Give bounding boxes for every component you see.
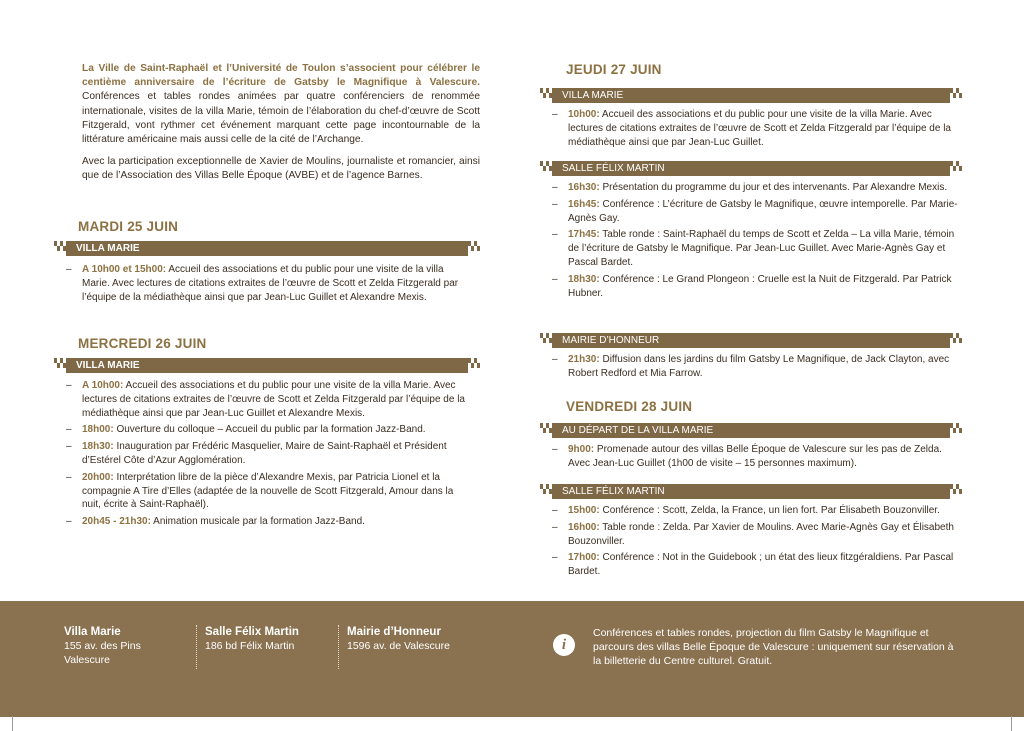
location-mairie-honneur: Mairie d’Honneur 1596 av. de Valescure — [347, 626, 450, 652]
venue-label: VILLA MARIE — [76, 360, 140, 371]
reservation-info: Conférences et tables rondes, projection du film Gatsby le Magnifique et parcours des villas Belle Époque de Valescure : uniquement sur réservation à la billetterie du Centre culturel. Gratuit. — [593, 627, 954, 667]
schedule-jeudi-mairie — [552, 353, 960, 384]
day-title-mercredi: MERCREDI 26 JUIN — [78, 336, 207, 351]
list-item: – 10h00: Accueil des associations et du public pour une visite de la villa Marie. Avec lectures de citations extraites de l’œuvre de Scott et Zelda Fitzgerald par l’équipe de la médiathèque ainsi que par Jean-Luc Guillet. — [552, 108, 960, 149]
venue-bar-jeudi-mairie — [552, 333, 950, 348]
schedule-vendredi-salle — [552, 504, 960, 582]
venue-label: AU DÉPART DE LA VILLA MARIE — [562, 425, 714, 436]
list-item: – 16h30: Présentation du programme du jour et des intervenants. Par Alexandre Mexis. — [552, 181, 960, 195]
list-item: – 16h00: Table ronde : Zelda. Par Xavier de Moulins. Avec Marie-Agnès Gay et Élisabeth Bouzonviller. — [552, 521, 960, 549]
crop-mark — [12, 716, 13, 731]
intro-participation: Avec la participation exceptionnelle de Xavier de Moulins, journaliste et romancier, ainsi que de l’Association des Villas Belle Époque (AVBE) et de l’agence Barnes. — [82, 156, 480, 182]
schedule-vendredi-depart — [552, 443, 960, 474]
list-item: – 18h30: Conférence : Le Grand Plongeon : Cruelle est la Nuit de Fitzgerald. Par Patrick Hubner. — [552, 273, 960, 301]
list-item: – 18h30: Inauguration par Frédéric Masquelier, Maire de Saint-Raphaël et Président d’Estérel Côte d’Azur Agglomération. — [66, 440, 466, 468]
list-item: – 17h45: Table ronde : Saint-Raphaël du temps de Scott et Zelda – La villa Marie, témoin de l’écriture de Gatsby le Magnifique. Par Jean-Luc Guillet. Avec Marie-Agnès Gay et Pascal Bardet. — [552, 228, 960, 269]
venue-label: SALLE FÉLIX MARTIN — [562, 486, 665, 497]
intro-body: Conférences et tables rondes animées par quatre conférenciers de renommée internationale, visites de la villa Marie, témoin de l’élaboration du chef-d’œuvre de Scott Fitzgerald, vont rythmer cet événement marquant cette page incontournable de la littérature américaine mais aussi celle de la cité de l’Archange. — [82, 91, 480, 146]
location-villa-marie: Villa Marie 155 av. des Pins Valescure — [64, 626, 141, 666]
venue-label: VILLA MARIE — [562, 90, 624, 101]
list-item: – 20h00: Interprétation libre de la pièce d’Alexandre Mexis, par Patricia Lionel et la compagnie A Tire d’Elles (adaptée de la nouvelle de Scott Fitzgerald, Amour dans la nuit, écrite à Saint-Raphaël). — [66, 471, 466, 512]
crop-mark — [1011, 716, 1012, 731]
venue-bar-jeudi-villa — [552, 88, 950, 103]
list-item: – 16h45: Conférence : L’écriture de Gatsby le Magnifique, œuvre intemporelle. Par Marie-Agnès Gay. — [552, 198, 960, 226]
venue-bar-mercredi — [66, 358, 468, 373]
schedule-jeudi-salle — [552, 181, 960, 303]
location-salle-felix-martin: Salle Félix Martin 186 bd Félix Martin — [205, 626, 299, 652]
list-item: – 20h45 - 21h30: Animation musicale par la formation Jazz-Band. — [66, 515, 466, 529]
list-item: – A 10h00: Accueil des associations et du public pour une visite de la villa Marie. Avec lectures de citations extraites de l’œuvre de Scott et Zelda Fitzgerald par l’équipe de la médiathèque ainsi que par Jean-Luc Guillet et Alexandre Mexis. — [66, 379, 466, 420]
intro-lead: La Ville de Saint-Raphaël et l’Université de Toulon s’associent pour célébrer le centième anniversaire de l’écriture de Gatsby le Magnifique à Valescure. — [82, 63, 480, 89]
divider — [338, 625, 340, 669]
list-item: – 18h00: Ouverture du colloque – Accueil du public par la formation Jazz-Band. — [66, 423, 466, 437]
list-item: – A 10h00 et 15h00: Accueil des associations et du public pour une visite de la villa Marie. Avec lectures de citations extraites de l’œuvre de Scott et Zelda Fitzgerald par l’équipe de la médiathèque ainsi que par Jean-Luc Guillet et Alexandre Mexis. — [66, 263, 466, 304]
venue-bar-mardi — [66, 241, 468, 256]
day-title-vendredi: VENDREDI 28 JUIN — [566, 399, 693, 414]
schedule-mercredi — [66, 379, 466, 532]
venue-label: VILLA MARIE — [76, 243, 140, 254]
venue-bar-vendredi-depart — [552, 423, 950, 438]
venue-label: SALLE FÉLIX MARTIN — [562, 163, 665, 174]
list-item: – 9h00: Promenade autour des villas Belle Époque de Valescure sur les pas de Zelda. Avec Jean-Luc Guillet (1h00 de visite – 15 personnes maximum). — [552, 443, 960, 471]
list-item: – 21h30: Diffusion dans les jardins du film Gatsby Le Magnifique, de Jack Clayton, avec Robert Redford et Mia Farrow. — [552, 353, 960, 381]
list-item: – 15h00: Conférence : Scott, Zelda, la France, un lien fort. Par Élisabeth Bouzonviller. — [552, 504, 960, 518]
divider — [196, 625, 198, 669]
venue-bar-jeudi-salle — [552, 161, 950, 176]
schedule-jeudi-villa — [552, 108, 960, 152]
info-icon: i — [553, 634, 575, 656]
venue-label: MAIRIE D’HONNEUR — [562, 335, 660, 346]
day-title-mardi: MARDI 25 JUIN — [78, 219, 179, 234]
schedule-mardi — [66, 263, 466, 307]
day-title-jeudi: JEUDI 27 JUIN — [566, 62, 662, 77]
list-item: – 17h00: Conférence : Not in the Guidebook ; un état des lieux fitzgéraldiens. Par Pascal Bardet. — [552, 551, 960, 579]
venue-bar-vendredi-salle — [552, 484, 950, 499]
intro — [82, 62, 480, 192]
